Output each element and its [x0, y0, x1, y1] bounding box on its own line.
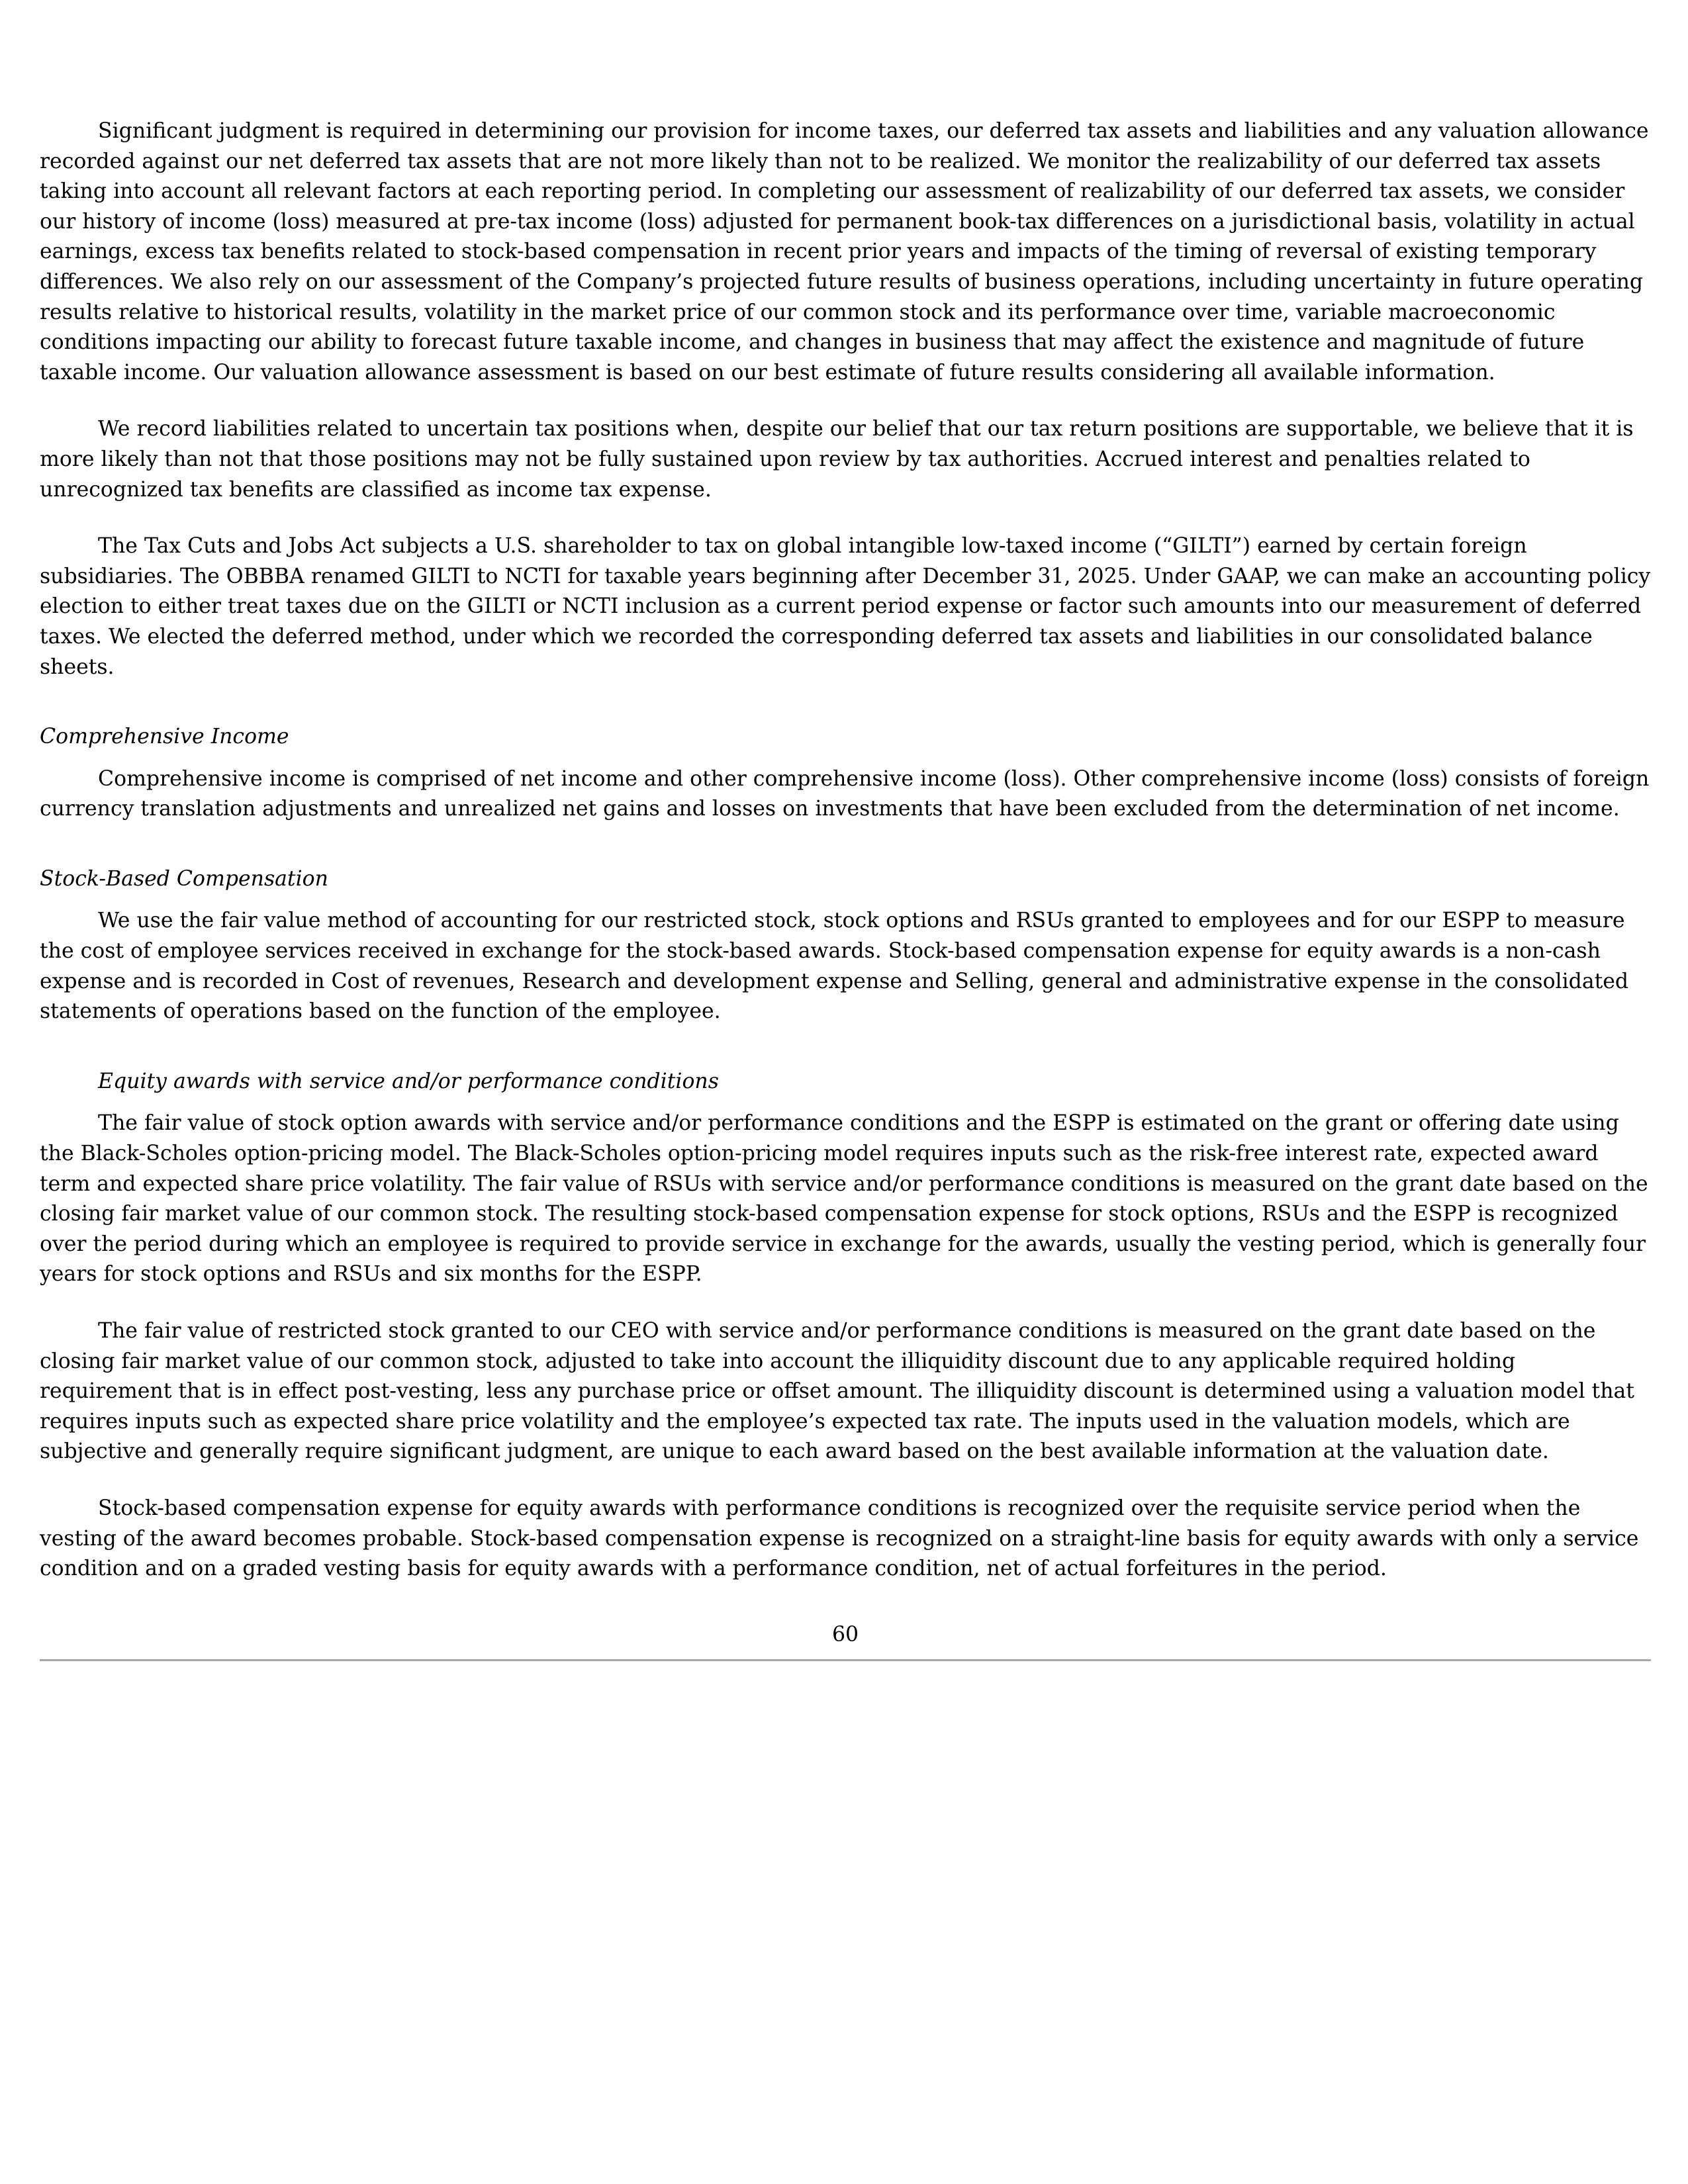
- page-number: 60: [831, 1622, 859, 1647]
- heading-comprehensive-income: Comprehensive Income: [40, 725, 289, 749]
- paragraph-black-scholes: The fair value of stock option awards with service and/or performance conditions and the ESPP is estimated on the grant or offering date using the Black-Scholes option-pricing model. The Black-Scholes option-pricing model requires inputs such as the risk-free interest rate, expected award term and expected share price volatility. The fair value of RSUs with service and/or performance conditions is measured on the grant date based on the closing fair market value of our common stock. The resulting stock-based compensation expense for stock options, RSUs and the ESPP is recognized over the period during which an employee is required to provide service in exchange for the awards, usually the vesting period, which is generally four years for stock options and RSUs and six months for the ESPP.: [40, 1111, 1648, 1287]
- paragraph-restricted-stock-ceo: The fair value of restricted stock granted to our CEO with service and/or performance conditions is measured on the grant date based on the closing fair market value of our common stock, adjusted to take into account the illiquidity discount due to any applicable required holding requirement that is in effect post-vesting, less any purchase price or offset amount. The illiquidity discount is determined using a valuation model that requires inputs such as expected share price volatility and the employee’s expected tax rate. The inputs used in the valuation models, which are subjective and generally require significant judgment, are unique to each award based on the best available information at the valuation date.: [40, 1319, 1634, 1464]
- paragraph-comprehensive-income: Comprehensive income is comprised of net income and other comprehensive income (loss). Other comprehensive income (loss) consists of foreign currency translation adjustments and unrealized net gains and losses on investments that have been excluded from the determination of net income.: [40, 766, 1650, 821]
- paragraph-fair-value-method: We use the fair value method of accounting for our restricted stock, stock options and RSUs granted to employees and for our ESPP to measure the cost of employee services received in exchange for the stock-based awards. Stock-based compensation expense for equity awards is a non-cash expense and is recorded in Cost of revenues, Research and development expense and Selling, general and administrative expense in the consolidated statements of operations based on the function of the employee.: [40, 909, 1629, 1024]
- document-page: [40, 116, 1651, 1661]
- page-divider: [40, 1659, 1651, 1661]
- heading-stock-based-compensation: Stock-Based Compensation: [40, 866, 328, 891]
- paragraph-valuation-allowance: Significant judgment is required in determining our provision for income taxes, our deferred tax assets and liabilities and any valuation allowance recorded against our net deferred tax assets that are not more likely than not to be realized. We monitor the realizability of our deferred tax assets taking into account all relevant factors at each reporting period. In completing our assessment of realizability of our deferred tax assets, we consider our history of income (loss) measured at pre-tax income (loss) adjusted for permanent book-tax differences on a jurisdictional basis, volatility in actual earnings, excess tax benefits related to stock-based compensation in recent prior years and impacts of the timing of reversal of existing temporary differences. We also rely on our assessment of the Company’s projected future results of business operations, including uncertainty in future operating results relative to historical results, volatility in the market price of our common stock and its performance over time, variable macroeconomic conditions impacting our ability to forecast future taxable income, and changes in business that may affect the existence and magnitude of future taxable income. Our valuation allowance assessment is based on our best estimate of future results considering all available information.: [40, 119, 1649, 385]
- subheading-equity-awards: Equity awards with service and/or performance conditions: [98, 1069, 719, 1093]
- paragraph-uncertain-tax-positions: We record liabilities related to uncertain tax positions when, despite our belief that our tax return positions are supportable, we believe that it is more likely than not that those positions may not be fully sustained upon review by tax authorities. Accrued interest and penalties related to unrecognized tax benefits are classified as income tax expense.: [40, 417, 1634, 502]
- paragraph-expense-recognition: Stock-based compensation expense for equity awards with performance conditions is recognized over the requisite service period when the vesting of the award becomes probable. Stock-based compensation expense is recognized on a straight-line basis for equity awards with only a service condition and on a graded vesting basis for equity awards with a performance condition, net of actual forfeitures in the period.: [40, 1496, 1639, 1581]
- paragraph-gilti: The Tax Cuts and Jobs Act subjects a U.S. shareholder to tax on global intangible low-taxed income (“GILTI”) earned by certain foreign subsidiaries. The OBBBA renamed GILTI to NCTI for taxable years beginning after December 31, 2025. Under GAAP, we can make an accounting policy election to either treat taxes due on the GILTI or NCTI inclusion as a current period expense or factor such amounts into our measurement of deferred taxes. We elected the deferred method, under which we recorded the corresponding deferred tax assets and liabilities in our consolidated balance sheets.: [40, 534, 1651, 679]
